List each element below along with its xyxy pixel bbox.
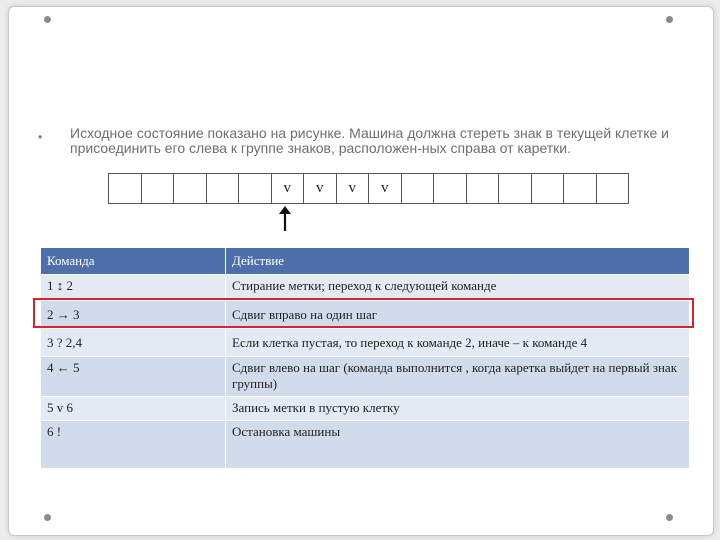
bullet-point: • xyxy=(38,130,43,144)
table-row xyxy=(41,329,690,357)
command-cell: 2 → 3 xyxy=(41,301,226,329)
tape-cell xyxy=(142,174,175,203)
intro-text: Исходное состояние показано на рисунке. Машина должна стереть знак в текущей клетке и присоединить его слева к группе знаков, расположен-ных справа от каретки. xyxy=(70,125,669,156)
turing-tape xyxy=(108,173,629,204)
tape-cell xyxy=(174,174,207,203)
corner-dot-bottom-left xyxy=(44,514,51,521)
tape-cell xyxy=(597,174,629,203)
command-cell: 5 v 6 xyxy=(41,397,226,421)
action-cell: Стирание метки; переход к следующей команде xyxy=(226,275,690,301)
table-row xyxy=(41,357,690,397)
tape-cell: v xyxy=(369,174,402,203)
tape-cell xyxy=(239,174,272,203)
tape-cell: v xyxy=(272,174,305,203)
table-row xyxy=(41,275,690,301)
command-cell: 4 ← 5 xyxy=(41,357,226,397)
header-action: Действие xyxy=(226,248,690,275)
tape-cell xyxy=(499,174,532,203)
action-cell: Остановка машины xyxy=(226,421,690,469)
tape-cell xyxy=(564,174,597,203)
corner-dot-top-left xyxy=(44,16,51,23)
corner-dot-top-right xyxy=(666,16,673,23)
commands-table xyxy=(40,247,690,469)
tape-cell xyxy=(109,174,142,203)
table-row xyxy=(41,421,690,469)
tape-cell xyxy=(467,174,500,203)
carriage-arrow-icon xyxy=(277,206,293,232)
corner-dot-bottom-right xyxy=(666,514,673,521)
tape-cell xyxy=(402,174,435,203)
tape-cell xyxy=(532,174,565,203)
tape-cell xyxy=(207,174,240,203)
tape-cell: v xyxy=(337,174,370,203)
tape-cell xyxy=(434,174,467,203)
command-cell: 1 ↕ 2 xyxy=(41,275,226,301)
action-cell: Сдвиг влево на шаг (команда выполнится , когда каретка выйдет на первый знак группы) xyxy=(226,357,690,397)
action-cell: Если клетка пустая, то переход к команде 2, иначе – к команде 4 xyxy=(226,329,690,357)
table-row xyxy=(41,397,690,421)
action-cell: Запись метки в пустую клетку xyxy=(226,397,690,421)
command-cell: 6 ! xyxy=(41,421,226,469)
header-command: Команда xyxy=(41,248,226,275)
highlighted-row-frame xyxy=(33,298,694,328)
tape-cell: v xyxy=(304,174,337,203)
command-cell: 3 ? 2,4 xyxy=(41,329,226,357)
action-cell: Сдвиг вправо на один шаг xyxy=(226,301,690,329)
table-header-row xyxy=(41,248,690,275)
